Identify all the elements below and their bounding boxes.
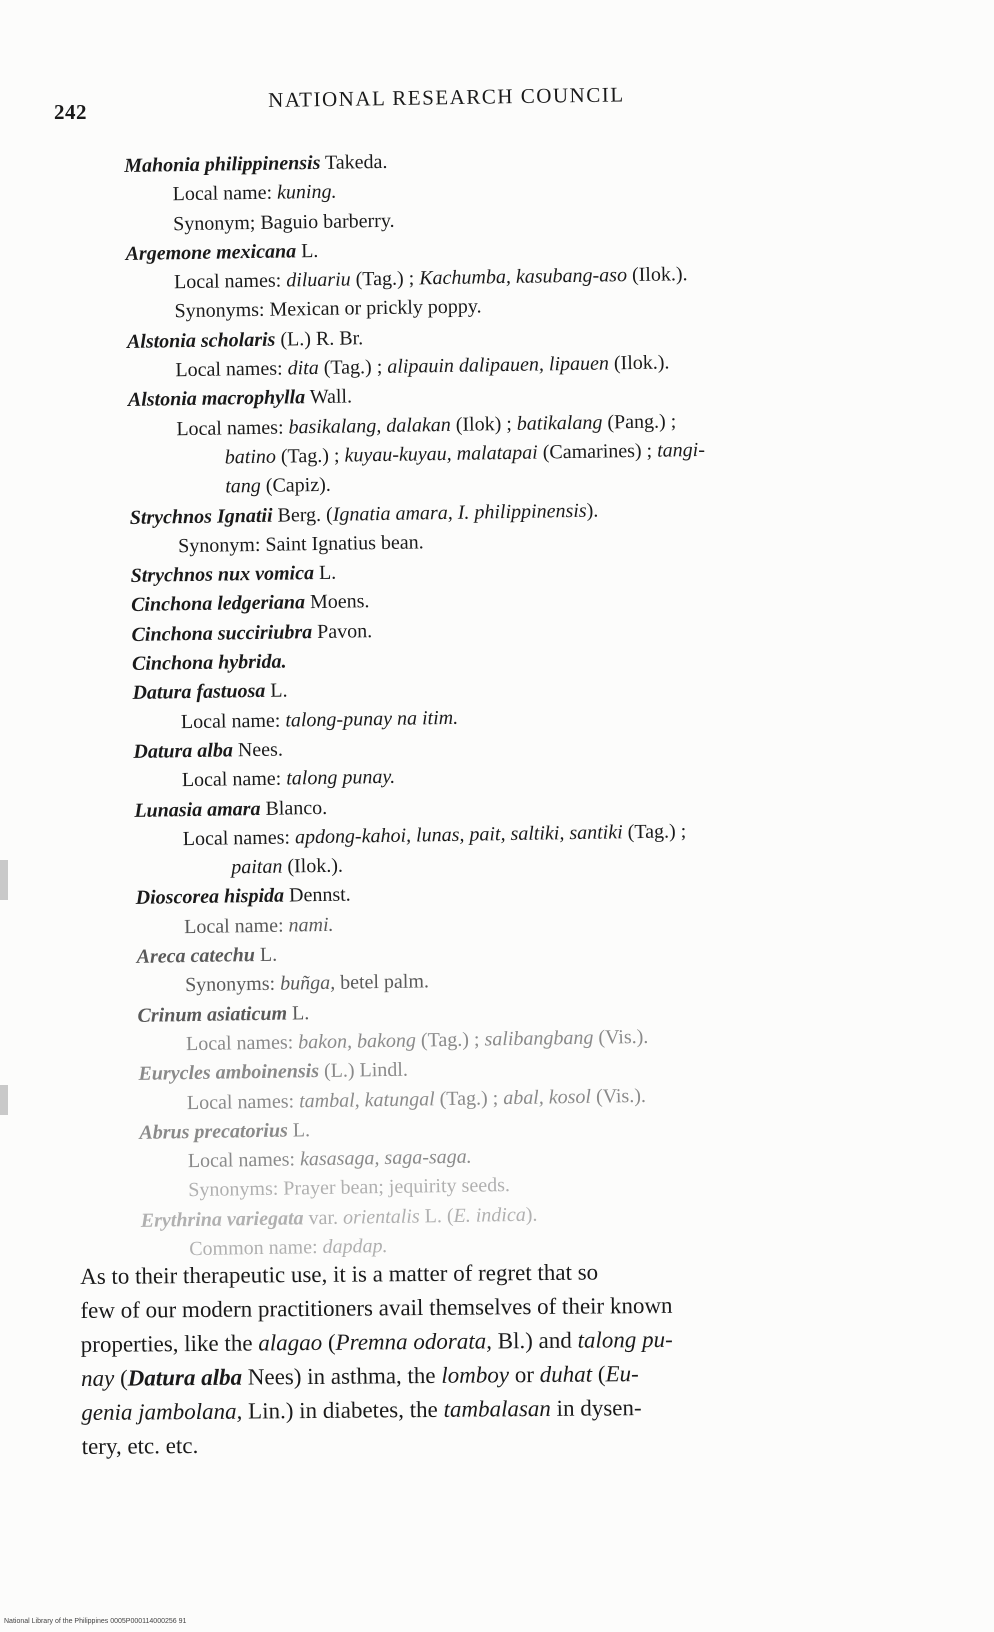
authority: L. bbox=[254, 943, 278, 967]
italic-term: salibangbang bbox=[484, 1026, 594, 1051]
text-run: (Ilok.). bbox=[608, 351, 670, 375]
italic-term: Eu- bbox=[605, 1361, 639, 1387]
text-run: or bbox=[508, 1361, 540, 1388]
italic-term: kasasaga, saga-saga. bbox=[299, 1145, 472, 1171]
italic-term: kuyau-kuyau, malatapai bbox=[344, 441, 538, 467]
scientific-name: Argemone mexicana bbox=[125, 240, 297, 265]
authority: L. bbox=[286, 1001, 310, 1025]
authority: ). bbox=[586, 499, 599, 522]
authority: Moens. bbox=[304, 590, 370, 614]
italic-term: Kachumba, kasubang-aso bbox=[419, 264, 628, 290]
plant-list bbox=[124, 139, 941, 1265]
italic-term: tang bbox=[225, 475, 262, 498]
scientific-name: Erythrina variegata bbox=[140, 1206, 304, 1232]
text-run: Local name: bbox=[180, 709, 286, 733]
italic-term: diluariu bbox=[286, 268, 351, 292]
italic-term: paitan bbox=[231, 855, 283, 879]
authority: (L.) R. Br. bbox=[275, 327, 364, 351]
scientific-name: Mahonia philippinensis bbox=[124, 151, 321, 177]
text-run: Local names: bbox=[175, 357, 288, 382]
scientific-name: Cinchona ledgeriana bbox=[130, 591, 306, 617]
italic-term: dita bbox=[287, 357, 319, 380]
paragraph-line bbox=[81, 1423, 911, 1464]
italic-term: duhat bbox=[539, 1361, 593, 1387]
italic-term: tangi- bbox=[656, 438, 706, 462]
italic-term: bakon, bakong bbox=[298, 1029, 417, 1054]
italic-term: nay bbox=[80, 1365, 115, 1391]
text-run: Local names: bbox=[173, 269, 287, 294]
text-run: Local names: bbox=[187, 1148, 301, 1173]
italic-term: tambalasan bbox=[443, 1395, 551, 1422]
italic-term: alagao bbox=[258, 1329, 323, 1356]
scientific-name: Dioscorea hispida bbox=[135, 885, 285, 910]
binding-edge-mark bbox=[0, 860, 8, 900]
authority: Pavon. bbox=[311, 619, 373, 643]
scientific-name: Alstonia macrophylla bbox=[127, 386, 306, 412]
text-run: Local name: bbox=[184, 914, 289, 938]
scientific-name: Cinchona hybrida. bbox=[131, 650, 287, 675]
text-run: (Tag.) ; bbox=[415, 1028, 485, 1052]
text-run: tery, etc. etc. bbox=[81, 1432, 199, 1459]
text-run: (Tag.) ; bbox=[275, 444, 345, 468]
text-run: (Ilok.). bbox=[626, 263, 688, 287]
text-run: Local names: bbox=[176, 416, 289, 440]
authority: Takeda. bbox=[320, 150, 388, 174]
italic-term: E. indica bbox=[453, 1203, 526, 1227]
authority: L. bbox=[265, 679, 288, 703]
text-run: Synonyms: Mexican or prickly poppy. bbox=[174, 295, 482, 323]
authority: L. ( bbox=[419, 1204, 454, 1228]
library-credit: National Library of the Philippines 0005P000114000256 91 bbox=[4, 1618, 187, 1625]
text-run: Synonyms: bbox=[184, 972, 281, 997]
italic-term: Premna odorata, bbox=[335, 1328, 493, 1355]
text-run: Lin.) in diabetes, the bbox=[242, 1396, 444, 1424]
text-run: Local names: bbox=[185, 1031, 299, 1056]
text-run: Bl.) and bbox=[491, 1327, 578, 1354]
italic-term: buñga, bbox=[279, 972, 336, 995]
text-run: ( bbox=[322, 1329, 336, 1355]
text-run: Synonyms: Prayer bean; jequirity seeds. bbox=[188, 1174, 511, 1202]
text-run: As to their therapeutic use, it is a matter of regret that so bbox=[80, 1259, 599, 1289]
authority: Blanco. bbox=[260, 796, 328, 820]
text-run: (Camarines) ; bbox=[537, 439, 658, 464]
italic-term: tambal, katungal bbox=[298, 1087, 435, 1112]
scientific-name: Datura alba bbox=[133, 739, 234, 763]
italic-term: lomboy bbox=[441, 1362, 510, 1388]
authority: L. bbox=[313, 561, 337, 585]
scientific-name: Crinum asiaticum bbox=[137, 1002, 288, 1027]
text-run: (Vis.). bbox=[593, 1025, 649, 1049]
scientific-name: Cinchona succiriubra bbox=[131, 620, 313, 646]
text-run: Synonym: Saint Ignatius bean. bbox=[178, 531, 424, 558]
authority: Berg. ( bbox=[272, 503, 333, 527]
text-run: ( bbox=[114, 1365, 128, 1391]
italic-term: apdong-kahoi, lunas, pait, saltiki, santiki bbox=[294, 821, 623, 849]
scientific-name: Strychnos Ignatii bbox=[129, 504, 273, 529]
text-run: (Pang.) ; bbox=[602, 410, 677, 434]
scientific-name: Lunasia amara bbox=[134, 797, 261, 822]
italic-term: talong-punay na itim. bbox=[285, 706, 459, 732]
therapeutic-use-paragraph bbox=[80, 1253, 912, 1464]
text-run: Local name: bbox=[181, 767, 287, 792]
authority: ). bbox=[525, 1203, 538, 1226]
authority: L. bbox=[295, 239, 319, 263]
italic-term: basikalang, dalakan bbox=[288, 413, 451, 439]
authority: (L.) Lindl. bbox=[318, 1058, 409, 1083]
text-run: Local names: bbox=[186, 1089, 300, 1114]
running-title: NATIONAL RESEARCH COUNCIL bbox=[268, 82, 625, 112]
text-run: properties, like the bbox=[80, 1330, 259, 1357]
italic-term: orientalis bbox=[342, 1205, 420, 1229]
text-run: (Vis.). bbox=[590, 1084, 647, 1108]
italic-term: Ignatia amara, I. philippinensis bbox=[332, 499, 587, 526]
text-run: (Tag.) ; bbox=[434, 1086, 504, 1110]
authority: L. bbox=[287, 1118, 311, 1142]
text-run: in dysen- bbox=[550, 1395, 642, 1421]
text-run: Local name: bbox=[172, 181, 278, 206]
text-run: Nees) in asthma, the bbox=[241, 1362, 442, 1390]
authority: Nees. bbox=[232, 738, 284, 762]
binding-edge-mark bbox=[0, 1085, 8, 1115]
text-run: (Ilok.). bbox=[282, 854, 344, 878]
text-run: ( bbox=[591, 1361, 606, 1387]
italic-term: talong pu- bbox=[577, 1326, 673, 1353]
text-run: (Tag.) ; bbox=[350, 267, 420, 291]
scientific-name: Eurycles amboinensis bbox=[138, 1060, 320, 1086]
italic-term: talong punay. bbox=[286, 766, 396, 790]
text-run: Local names: bbox=[182, 826, 296, 850]
italic-term: batikalang bbox=[516, 411, 603, 435]
italic-term: dapdap. bbox=[322, 1234, 388, 1258]
text-run: Synonym; Baguio barberry. bbox=[172, 209, 395, 235]
italic-term: alipauin dalipauen, lipauen bbox=[387, 352, 610, 378]
text-run: betel palm. bbox=[334, 970, 430, 995]
scientific-name: Datura alba bbox=[127, 1364, 243, 1391]
text-run: (Capiz). bbox=[260, 474, 331, 498]
authority: Wall. bbox=[304, 385, 353, 409]
italic-term: genia jambolana, bbox=[81, 1398, 243, 1425]
authority: Dennst. bbox=[283, 883, 351, 907]
scientific-name: Strychnos nux vomica bbox=[130, 562, 315, 588]
italic-term: kuning. bbox=[276, 180, 337, 204]
scientific-name: Alstonia scholaris bbox=[126, 328, 276, 353]
authority: var. bbox=[303, 1206, 344, 1229]
italic-term: batino bbox=[224, 445, 277, 469]
text-run: (Tag.) ; bbox=[622, 820, 687, 844]
scientific-name: Datura fastuosa bbox=[132, 680, 266, 705]
text-run: few of our modern practitioners avail themselves of their known bbox=[80, 1292, 673, 1323]
page-number: 242 bbox=[54, 100, 87, 124]
scientific-name: Areca catechu bbox=[136, 944, 256, 968]
italic-term: nami. bbox=[288, 913, 334, 937]
scientific-name: Abrus precatorius bbox=[139, 1119, 288, 1144]
italic-term: abal, kosol bbox=[503, 1085, 592, 1109]
text-run: (Tag.) ; bbox=[318, 355, 388, 380]
text-run: (Ilok) ; bbox=[450, 412, 517, 436]
text-run: Common name: bbox=[189, 1236, 323, 1261]
